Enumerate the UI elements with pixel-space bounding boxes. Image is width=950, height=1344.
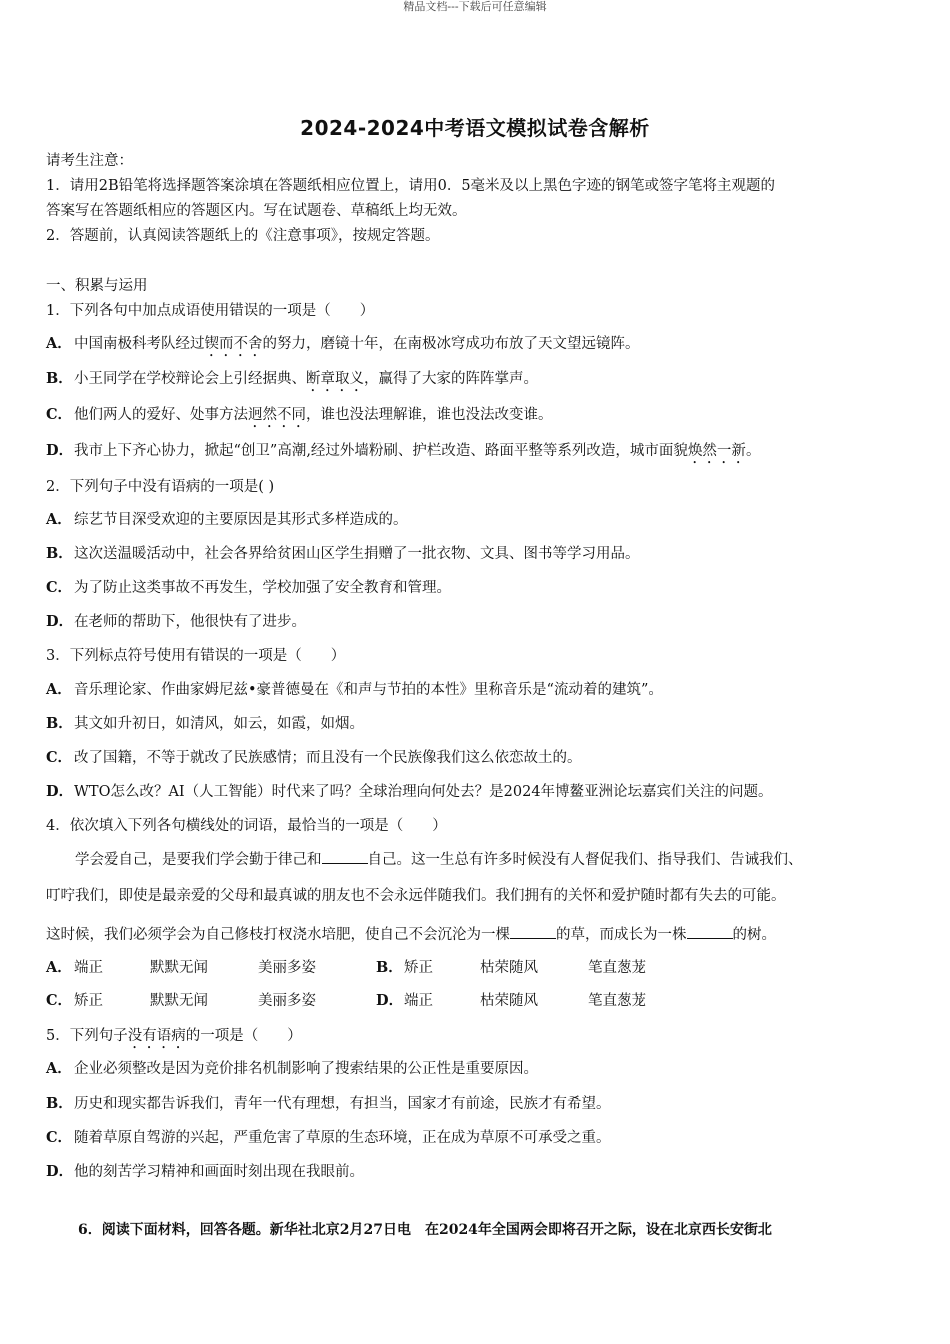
q1-option-a: [46, 334, 640, 360]
option-text-post: ，谁也没法理解谁，谁也没法改变谁。: [306, 407, 553, 423]
option-word: 矫正: [74, 993, 103, 1009]
passage-text: 的草，而成长为一株: [556, 927, 687, 943]
option-letter: B．: [376, 959, 403, 976]
option-word: 枯荣随风: [480, 960, 538, 976]
q2-stem: 2．下列句子中没有语病的一项是( ): [46, 479, 275, 495]
q4-options-row-1: [46, 958, 646, 978]
q3-option-c: [46, 748, 582, 768]
option-text: 为了防止这类事故不再发生，学校加强了安全教育和管理。: [74, 580, 451, 596]
page-header: 精品文档---下载后可任意编辑: [403, 0, 547, 13]
option-text-pre: 小王同学在学校辩论会上引经据典、: [74, 371, 306, 387]
passage-text: 这时候，我们必须学会为自己修枝打杈浇水培肥，使自己不会沉沦为一棵: [46, 927, 510, 943]
option-letter: D．: [376, 992, 404, 1009]
option-word: 端正: [404, 993, 433, 1009]
option-text: 企业必须整改是因为竞价排名机制影响了搜索结果的公正性是重要原因。: [74, 1061, 538, 1077]
option-text: 这次送温暖活动中，社会各界给贫困山区学生捐赠了一批衣物、文具、图书等学习用品。: [74, 546, 640, 562]
q3-stem: 3．下列标点符号使用有错误的一项是（ ）: [46, 648, 346, 664]
option-text: 音乐理论家、作曲家姆尼兹•豪普德曼在《和声与节拍的本性》里称音乐是“流动着的建筑”。: [74, 682, 663, 698]
q4-stem: 4．依次填入下列各句横线处的词语，最恰当的一项是（ ）: [46, 818, 447, 834]
dotted-idiom: 锲而不舍: [204, 336, 263, 352]
q2-option-d: [46, 612, 306, 632]
q1-option-d: [46, 441, 760, 467]
option-word: 端正: [74, 960, 103, 976]
option-text-pre: 他们两人的爱好、处事方法: [74, 407, 248, 423]
fill-blank-2: [510, 924, 556, 939]
option-letter: D．: [46, 1163, 74, 1180]
option-text: 综艺节目深受欢迎的主要原因是其形式多样造成的。: [74, 512, 408, 528]
option-letter: A．: [46, 511, 72, 528]
q5-option-b: [46, 1094, 611, 1114]
q4-passage-line-3: [46, 924, 776, 945]
dotted-text: 没有语病: [127, 1028, 186, 1044]
option-letter: B．: [46, 715, 73, 732]
option-word: 美丽多姿: [258, 960, 316, 976]
q1-option-b: [46, 369, 538, 395]
q4-passage-line-2: 叮咛我们，即使是最亲爱的父母和最真诚的朋友也不会永远伴随我们。我们拥有的关怀和爱护随时都有失去的可能。: [46, 888, 786, 904]
q1-option-c: [46, 405, 553, 431]
notice-item-2: 2．答题前，认真阅读答题纸上的《注意事项》，按规定答题。: [46, 228, 440, 244]
option-word: 枯荣随风: [480, 993, 538, 1009]
passage-text: 自己。这一生总有许多时候没有人督促我们、指导我们、告诫我们、: [367, 852, 803, 868]
q3-option-b: [46, 714, 364, 734]
option-text: 其文如升初日，如清风，如云，如霞，如烟。: [74, 716, 364, 732]
fill-blank-1: [322, 849, 368, 864]
option-text: 随着草原自驾游的兴起，严重危害了草原的生态环境，正在成为草原不可承受之重。: [74, 1130, 611, 1146]
dotted-idiom: 断章取义: [306, 371, 364, 387]
q5-option-a: [46, 1059, 538, 1079]
q2-option-b: [46, 544, 640, 564]
passage-text: 学会爱自己，是要我们学会勤于律己和: [46, 852, 322, 868]
option-text-pre: 中国南极科考队经过: [74, 336, 205, 352]
fill-blank-3: [687, 924, 733, 939]
page-title: 2024-2024中考语文模拟试卷含解析: [300, 116, 650, 140]
option-letter: D．: [46, 442, 74, 459]
option-text: 改了国籍，不等于就改了民族感情；而且没有一个民族像我们这么依恋故土的。: [74, 750, 582, 766]
passage-text: 的树。: [732, 927, 776, 943]
option-word: 默默无闻: [150, 993, 208, 1009]
option-letter: D．: [46, 613, 74, 630]
dotted-idiom: 焕然一新: [687, 443, 746, 459]
q3-option-d: [46, 782, 773, 802]
option-letter: C．: [46, 579, 73, 596]
option-letter: C．: [46, 1129, 73, 1146]
option-text: 在老师的帮助下，他很快有了进步。: [74, 614, 306, 630]
option-letter: B．: [46, 1095, 73, 1112]
option-text-post: 。: [745, 443, 761, 459]
notice-item-1a: 1．请用2B铅笔将选择题答案涂填在答题纸相应位置上，请用0．5毫米及以上黑色字迹的钢笔或签字笔将主观题的: [46, 178, 776, 194]
option-word: 美丽多姿: [258, 993, 316, 1009]
section-heading: 一、积累与运用: [46, 278, 148, 294]
q4-passage-line-1: [46, 849, 803, 870]
option-text-post: 的努力，磨镜十年，在南极冰穹成功布放了天文望远镜阵。: [262, 336, 640, 352]
q5-stem: [46, 1026, 302, 1052]
q2-option-c: [46, 578, 451, 598]
notice-heading: 请考生注意：: [46, 153, 133, 169]
option-text-post: ，赢得了大家的阵阵掌声。: [364, 371, 538, 387]
option-letter: A．: [46, 959, 72, 976]
stem-text: 的一项是（ ）: [185, 1028, 302, 1044]
option-letter: C．: [46, 992, 73, 1009]
option-word: 默默无闻: [150, 960, 208, 976]
stem-text: 5．下列句子: [46, 1028, 128, 1044]
option-letter: A．: [46, 1060, 72, 1077]
q6-stem: 6．阅读下面材料，回答各题。新华社北京2月27日电 在2024年全国两会即将召开之际，设在北京西长安街北: [78, 1222, 772, 1238]
q4-options-row-2: [46, 991, 646, 1011]
q5-option-d: [46, 1162, 364, 1182]
q3-option-a: [46, 680, 663, 700]
option-text: WTO怎么改？AI（人工智能）时代来了吗？全球治理向何处去？是2024年博鳌亚洲论坛嘉宾们关注的问题。: [74, 784, 773, 800]
option-letter: C．: [46, 406, 73, 423]
option-letter: A．: [46, 681, 72, 698]
option-letter: C．: [46, 749, 73, 766]
notice-item-1b: 答案写在答题纸相应的答题区内。写在试题卷、草稿纸上均无效。: [46, 203, 467, 219]
option-letter: A．: [46, 335, 72, 352]
q2-option-a: [46, 510, 408, 530]
option-text: 他的刻苦学习精神和画面时刻出现在我眼前。: [74, 1164, 364, 1180]
option-letter: B．: [46, 545, 73, 562]
option-text-pre: 我市上下齐心协力，掀起“创卫”高潮,经过外墙粉刷、护栏改造、路面平整等系列改造，城市面貌: [74, 443, 688, 459]
q5-option-c: [46, 1128, 611, 1148]
option-word: 笔直葱茏: [588, 960, 646, 976]
option-letter: D．: [46, 783, 74, 800]
option-text: 历史和现实都告诉我们，青年一代有理想，有担当，国家才有前途，民族才有希望。: [74, 1096, 611, 1112]
option-word: 笔直葱茏: [588, 993, 646, 1009]
option-letter: B．: [46, 370, 73, 387]
dotted-idiom: 迥然不同: [248, 407, 306, 423]
option-word: 矫正: [404, 960, 433, 976]
q1-stem: 1．下列各句中加点成语使用错误的一项是（ ）: [46, 303, 375, 319]
